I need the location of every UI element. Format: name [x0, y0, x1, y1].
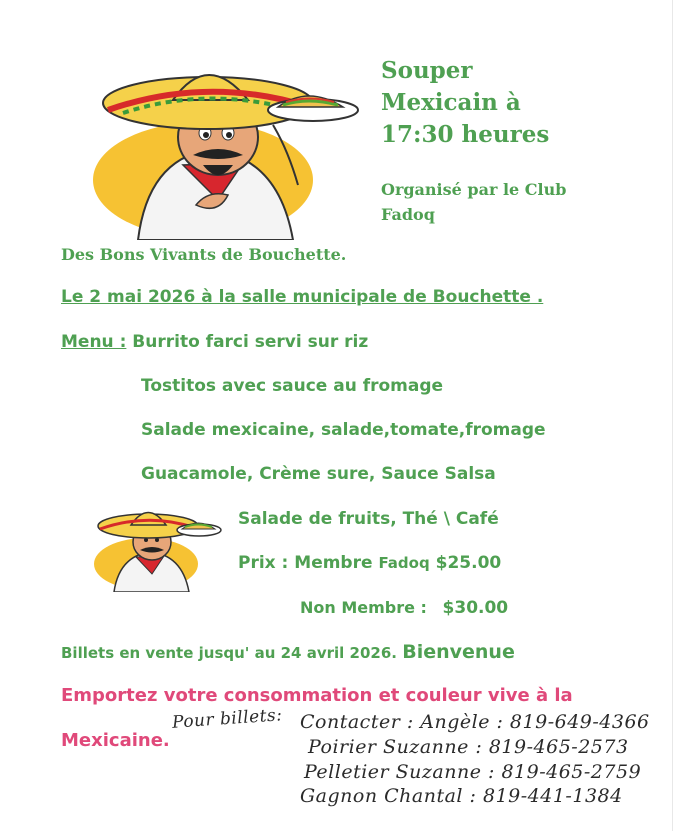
- price-member: [238, 553, 501, 573]
- price-member-amount: $25.00: [435, 553, 502, 573]
- price-non-member-label: Non Membre :: [300, 598, 427, 617]
- ticket-sale-line: [61, 641, 515, 663]
- welcome-text: Bienvenue: [402, 641, 515, 663]
- price-non-member-amount: $30.00: [442, 598, 509, 618]
- organizer: [381, 177, 566, 227]
- handwritten-contact-2: Poirier Suzanne : 819-465-2573: [308, 736, 629, 758]
- organizer-line-1: Organisé par le Club: [381, 180, 567, 199]
- title-line-3: 17:30 heures: [381, 121, 550, 148]
- chef-illustration-small: [84, 502, 224, 592]
- handwritten-contact-4: Gagnon Chantal : 819-441-1384: [300, 785, 623, 807]
- event-date-place: Le 2 mai 2026 à la salle municipale de Bouchette .: [61, 287, 544, 307]
- handwritten-intro: Pour billets:: [171, 705, 284, 733]
- menu-item-2: Tostitos avec sauce au fromage: [141, 376, 444, 396]
- price-non-member: [300, 598, 508, 618]
- handwritten-contact-3: Pelletier Suzanne : 819-465-2759: [304, 761, 642, 783]
- club-name: Des Bons Vivants de Bouchette.: [61, 245, 347, 264]
- price-member-fadoq: Fadoq: [378, 554, 430, 572]
- menu-item-5: Salade de fruits, Thé \ Café: [238, 509, 499, 529]
- menu-item-3: Salade mexicaine, salade,tomate,fromage: [141, 420, 546, 440]
- menu-item-1: Burrito farci servi sur riz: [132, 332, 369, 352]
- ticket-sale-text: Billets en vente jusqu' au 24 avril 2026.: [61, 644, 397, 662]
- menu-label: Menu :: [61, 332, 127, 352]
- closing-line-1: Emportez votre consommation et couleur vive à la: [61, 685, 573, 706]
- organizer-line-2: Fadoq: [381, 205, 435, 224]
- menu-item-4: Guacamole, Crème sure, Sauce Salsa: [141, 464, 496, 484]
- title-line-2: Mexicain à: [381, 89, 521, 116]
- chef-illustration-large: [78, 55, 368, 240]
- title-line-1: Souper: [381, 57, 473, 84]
- menu-first-line: [61, 332, 368, 352]
- price-member-prefix: Prix : Membre: [238, 553, 373, 573]
- handwritten-contact-1: Contacter : Angèle : 819-649-4366: [300, 711, 650, 733]
- page-edge-line: [672, 0, 673, 831]
- event-title: [381, 55, 549, 151]
- closing-line-2: Mexicaine.: [61, 730, 170, 751]
